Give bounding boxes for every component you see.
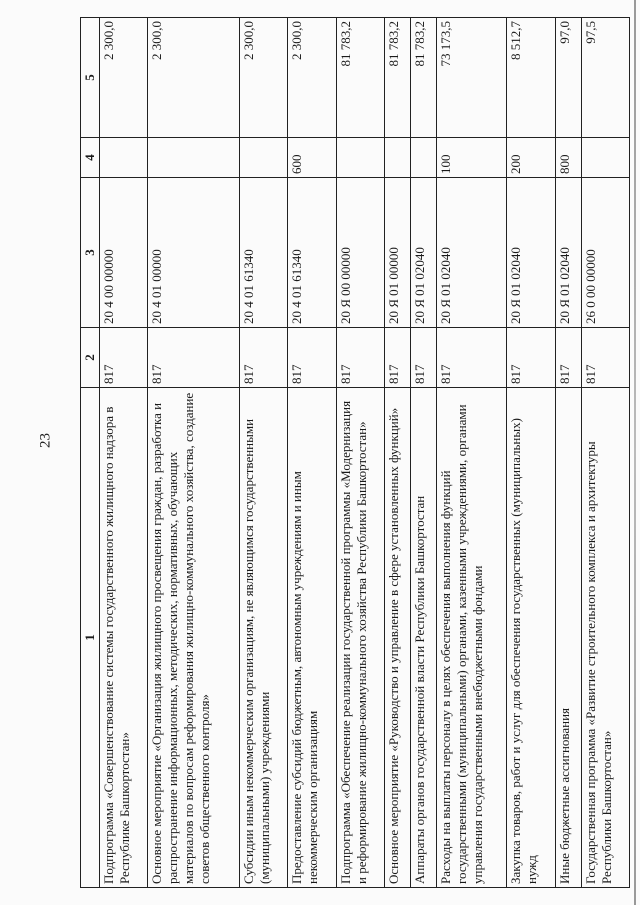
row-type-cell [411,138,437,178]
header-col-4: 4 [81,138,100,178]
header-col-2: 2 [81,328,100,388]
row-name-cell: Закупка товаров, работ и услуг для обеспечения государственных (муниципальных) нужд [507,388,555,888]
row-amount-cell: 73 173,5 [437,18,507,138]
row-code-cell: 817 [437,328,507,388]
row-amount-cell: 2 300,0 [148,18,240,138]
table-row [411,18,437,888]
row-type-cell: 200 [507,138,555,178]
table-row [555,18,581,888]
row-amount-cell: 97,0 [555,18,581,138]
row-target-cell: 20 Я 01 02040 [437,178,507,328]
row-target-cell: 20 4 00 00000 [99,178,147,328]
row-target-cell: 20 4 01 00000 [148,178,240,328]
table-row [507,18,555,888]
row-amount-cell: 97,5 [581,18,629,138]
table-row [336,18,384,888]
row-amount-cell: 2 300,0 [240,18,288,138]
row-code-cell: 817 [555,328,581,388]
table-row [581,18,629,888]
header-col-5: 5 [81,18,100,138]
row-amount-cell: 81 783,2 [384,18,410,138]
row-type-cell [148,138,240,178]
row-code-cell: 817 [240,328,288,388]
row-target-cell: 26 0 00 00000 [581,178,629,328]
row-target-cell: 20 4 01 61340 [288,178,336,328]
row-type-cell: 600 [288,138,336,178]
row-code-cell: 817 [148,328,240,388]
header-col-3: 3 [81,178,100,328]
page-number: 23 [37,433,54,448]
row-type-cell: 100 [437,138,507,178]
table-body [99,18,629,888]
row-code-cell: 817 [336,328,384,388]
table-row [288,18,336,888]
row-name-cell: Основное мероприятие «Руководство и управление в сфере установленных функций» [384,388,410,888]
rotated-page-content [80,18,630,888]
row-code-cell: 817 [288,328,336,388]
budget-table [80,17,630,888]
row-name-cell: Государственная программа «Развитие строительного комплекса и архитектуры Республики Башкортостан» [581,388,629,888]
row-amount-cell: 2 300,0 [288,18,336,138]
row-name-cell: Иные бюджетные ассигнования [555,388,581,888]
row-target-cell: 20 Я 01 02040 [555,178,581,328]
row-code-cell: 817 [581,328,629,388]
row-target-cell: 20 Я 00 00000 [336,178,384,328]
row-name-cell: Подпрограмма «Обеспечение реализации государственной программы «Модернизация и реформирование жилищно-коммунального хозяйства Республики Башкортостан» [336,388,384,888]
table-row [240,18,288,888]
row-code-cell: 817 [411,328,437,388]
row-type-cell: 800 [555,138,581,178]
row-type-cell [240,138,288,178]
row-name-cell: Подпрограмма «Совершенствование системы государственного жилищного надзора в Республике Башкортостан» [99,388,147,888]
row-type-cell [336,138,384,178]
row-code-cell: 817 [384,328,410,388]
row-name-cell: Предоставление субсидий бюджетным, автономным учреждениям и иным некоммерческим организациям [288,388,336,888]
row-type-cell [581,138,629,178]
table-row [384,18,410,888]
row-name-cell: Аппараты органов государственной власти Республики Башкортостан [411,388,437,888]
row-type-cell [99,138,147,178]
table-header-row [81,18,100,888]
row-amount-cell: 2 300,0 [99,18,147,138]
page-edge-shadow [634,0,636,905]
row-code-cell: 817 [99,328,147,388]
row-name-cell: Основное мероприятие «Организация жилищного просвещения граждан, разработка и распространение информационных, методических, нормативных, обучающих материалов по вопросам реформирования жилищно-коммунального хозяйства, создание советов общественного контроля» [148,388,240,888]
row-target-cell: 20 Я 01 00000 [384,178,410,328]
row-amount-cell: 81 783,2 [336,18,384,138]
row-target-cell: 20 4 01 61340 [240,178,288,328]
table-row [437,18,507,888]
row-target-cell: 20 Я 01 02040 [507,178,555,328]
row-name-cell: Расходы на выплаты персоналу в целях обеспечения выполнения функций государственными (муниципальными) органами, казенными учреждениями, органами управления государственными внебюджетными фондами [437,388,507,888]
table-row [99,18,147,888]
row-name-cell: Субсидии иным некоммерческим организациям, не являющимся государственными (муниципальными) учреждениями [240,388,288,888]
row-type-cell [384,138,410,178]
row-code-cell: 817 [507,328,555,388]
row-amount-cell: 81 783,2 [411,18,437,138]
row-target-cell: 20 Я 01 02040 [411,178,437,328]
header-col-1: 1 [81,388,100,888]
table-row [148,18,240,888]
row-amount-cell: 8 512,7 [507,18,555,138]
